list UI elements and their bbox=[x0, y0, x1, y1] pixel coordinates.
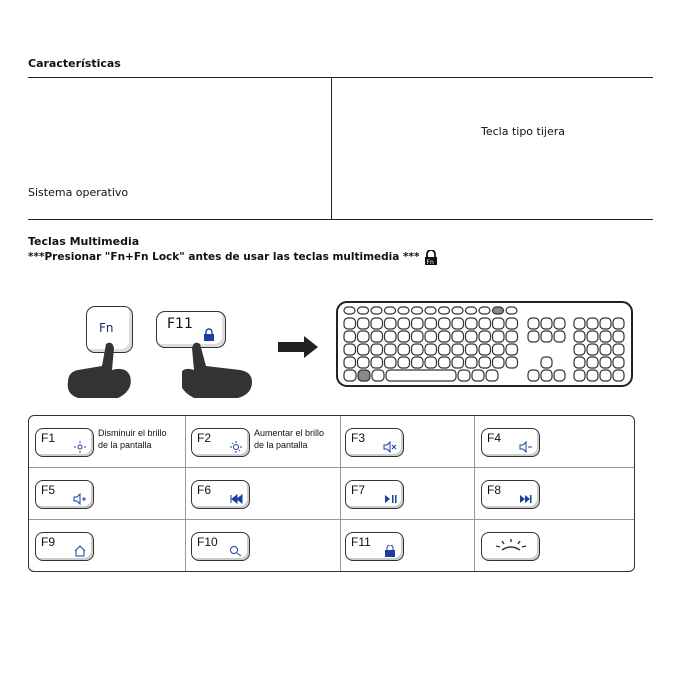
sistema-operativo-text: Sistema operativo bbox=[28, 186, 129, 199]
keyboard-key bbox=[358, 357, 370, 368]
keyboard-key bbox=[358, 344, 370, 355]
keyboard-key bbox=[479, 344, 491, 355]
keyboard-key bbox=[466, 318, 478, 329]
keyboard-key bbox=[358, 331, 370, 342]
key-label: F3 bbox=[351, 431, 366, 445]
keyboard-key bbox=[528, 331, 539, 342]
keyboard-key bbox=[574, 331, 585, 342]
multimedia-keys-grid bbox=[28, 415, 635, 572]
keyboard-key bbox=[600, 331, 611, 342]
key-description: Disminuir el brillo de la pantalla bbox=[98, 428, 167, 450]
search-icon bbox=[229, 545, 243, 557]
fn-lock-icon bbox=[383, 545, 397, 557]
keyboard-key bbox=[506, 344, 518, 355]
arrow-right-icon bbox=[278, 336, 320, 358]
keyboard-key bbox=[613, 318, 624, 329]
key-label: F7 bbox=[351, 483, 366, 497]
keyboard-key bbox=[466, 344, 478, 355]
keyboard-key bbox=[528, 318, 539, 329]
keyboard-key bbox=[412, 318, 424, 329]
keyboard-key bbox=[452, 318, 464, 329]
keyboard-key bbox=[398, 318, 410, 329]
keyboard-key bbox=[412, 331, 424, 342]
keyboard-key bbox=[412, 357, 424, 368]
divider-bottom bbox=[28, 219, 653, 220]
next-track-icon bbox=[519, 493, 533, 505]
f8-key bbox=[481, 480, 540, 509]
keyboard-key bbox=[613, 344, 624, 355]
keyboard-key bbox=[344, 344, 356, 355]
keyboard-key bbox=[541, 318, 552, 329]
keyboard-key bbox=[425, 331, 437, 342]
key-label: F8 bbox=[487, 483, 502, 497]
brightness-down-icon bbox=[73, 441, 87, 453]
keyboard-key bbox=[385, 307, 396, 314]
keyboard-key bbox=[506, 307, 517, 314]
keyboard-key bbox=[493, 357, 505, 368]
f11-key: F11 bbox=[156, 311, 226, 348]
keyboard-key bbox=[506, 357, 518, 368]
keyboard-key bbox=[479, 331, 491, 342]
hand-left-icon bbox=[64, 340, 139, 400]
keyboard-key bbox=[439, 307, 450, 314]
keyboard-key bbox=[458, 370, 470, 381]
f11-key bbox=[345, 532, 404, 561]
keyboard-key bbox=[613, 357, 624, 368]
f3-key bbox=[345, 428, 404, 457]
keyboard-key bbox=[600, 318, 611, 329]
keyboard-key bbox=[613, 370, 624, 381]
keyboard-key bbox=[425, 344, 437, 355]
keyboard-key bbox=[385, 344, 397, 355]
keyboard-key bbox=[412, 344, 424, 355]
keyboard-key bbox=[466, 307, 477, 314]
keyboard-key bbox=[371, 307, 382, 314]
fn-lock-icon bbox=[424, 250, 438, 266]
keyboard-key bbox=[554, 318, 565, 329]
keyboard-key bbox=[439, 357, 451, 368]
keyboard-key bbox=[439, 318, 451, 329]
keyboard-key bbox=[358, 307, 369, 314]
keyboard-key bbox=[358, 370, 370, 381]
keyboard-key bbox=[344, 307, 355, 314]
keyboard-key bbox=[385, 331, 397, 342]
f7-key bbox=[345, 480, 404, 509]
keyboard-key bbox=[472, 370, 484, 381]
keyboard-key bbox=[344, 331, 356, 342]
keyboard-key bbox=[506, 318, 518, 329]
keyboard-key bbox=[466, 331, 478, 342]
keyboard-key bbox=[452, 344, 464, 355]
key-label: F9 bbox=[41, 535, 56, 549]
keyboard-key bbox=[425, 307, 436, 314]
keyboard-key bbox=[506, 331, 518, 342]
f1-key bbox=[35, 428, 94, 457]
keyboard-key bbox=[371, 318, 383, 329]
keyboard-key bbox=[439, 344, 451, 355]
svg-text:Fn: Fn bbox=[426, 259, 434, 266]
key-label: F4 bbox=[487, 431, 502, 445]
keyboard-key bbox=[466, 357, 478, 368]
hand-right-icon bbox=[182, 340, 257, 400]
keyboard-key bbox=[344, 357, 356, 368]
keyboard-key bbox=[452, 331, 464, 342]
section-title-caracteristicas: Características bbox=[28, 57, 121, 70]
key-label: F2 bbox=[197, 431, 212, 445]
keyboard-key bbox=[386, 370, 456, 381]
keyboard-key bbox=[554, 331, 565, 342]
keyboard-key bbox=[479, 307, 490, 314]
home-icon bbox=[73, 545, 87, 557]
key-label: F6 bbox=[197, 483, 212, 497]
section-title-multimedia: Teclas Multimedia bbox=[28, 235, 140, 248]
keyboard-key bbox=[493, 331, 505, 342]
keyboard-key bbox=[613, 331, 624, 342]
key-label: F1 bbox=[41, 431, 56, 445]
keyboard-key bbox=[574, 344, 585, 355]
f4-key bbox=[481, 428, 540, 457]
keyboard-key bbox=[371, 331, 383, 342]
volume-up-icon bbox=[73, 493, 87, 505]
keyboard-key bbox=[385, 318, 397, 329]
keyboard-key bbox=[344, 318, 356, 329]
keyboard-key bbox=[372, 370, 384, 381]
keyboard-key bbox=[574, 318, 585, 329]
keyboard-key bbox=[574, 370, 585, 381]
backlight-icon bbox=[492, 538, 530, 554]
keyboard-key bbox=[358, 318, 370, 329]
keyboard-key bbox=[371, 357, 383, 368]
keyboard-key bbox=[425, 318, 437, 329]
keyboard-key bbox=[600, 344, 611, 355]
keyboard-key bbox=[479, 357, 491, 368]
keyboard-key bbox=[493, 344, 505, 355]
keyboard-key bbox=[371, 344, 383, 355]
divider-top bbox=[28, 77, 653, 78]
keyboard-key bbox=[425, 357, 437, 368]
keyboard-key bbox=[398, 357, 410, 368]
keyboard-key bbox=[541, 357, 552, 368]
key-label: F10 bbox=[197, 535, 218, 549]
f5-key bbox=[35, 480, 94, 509]
f10-key bbox=[191, 532, 250, 561]
keyboard-key bbox=[587, 318, 598, 329]
keyboard-key bbox=[493, 307, 504, 314]
keyboard-key bbox=[398, 344, 410, 355]
keyboard-key bbox=[479, 318, 491, 329]
keyboard-key bbox=[344, 370, 356, 381]
column-divider bbox=[331, 77, 332, 219]
f9-key bbox=[35, 532, 94, 561]
keyboard-key bbox=[452, 357, 464, 368]
fn-key: Fn bbox=[86, 306, 133, 353]
key-description: Aumentar el brillo de la pantalla bbox=[254, 428, 325, 450]
keyboard-key bbox=[398, 307, 409, 314]
keyboard-key bbox=[587, 344, 598, 355]
key-label: F11 bbox=[351, 535, 371, 549]
keyboard-key bbox=[587, 357, 598, 368]
keyboard-key bbox=[452, 307, 463, 314]
keyboard-key bbox=[439, 331, 451, 342]
keyboard-key bbox=[541, 331, 552, 342]
keyboard-key bbox=[587, 331, 598, 342]
keyboard-key bbox=[541, 370, 552, 381]
volume-down-icon bbox=[519, 441, 533, 453]
play-pause-icon bbox=[383, 493, 397, 505]
fn-lock-warning: ***Presionar "Fn+Fn Lock" antes de usar las teclas multimedia *** bbox=[28, 251, 420, 263]
keyboard-key bbox=[486, 370, 498, 381]
keyboard-key bbox=[600, 370, 611, 381]
keyboard-key bbox=[412, 307, 423, 314]
f2-key bbox=[191, 428, 250, 457]
keyboard-key bbox=[554, 370, 565, 381]
keyboard-key bbox=[574, 357, 585, 368]
brightness-up-icon bbox=[229, 441, 243, 453]
tecla-tipo-text: Tecla tipo tijera bbox=[481, 125, 565, 138]
mute-icon bbox=[383, 441, 397, 453]
previous-track-icon bbox=[229, 493, 243, 505]
keyboard-key bbox=[528, 370, 539, 381]
keyboard-key bbox=[587, 370, 598, 381]
keyboard-key bbox=[493, 318, 505, 329]
keyboard-key bbox=[600, 357, 611, 368]
keyboard-key bbox=[385, 357, 397, 368]
key-label: F5 bbox=[41, 483, 56, 497]
keyboard-key bbox=[398, 331, 410, 342]
backlight-key bbox=[481, 532, 540, 561]
keyboard-illustration bbox=[336, 301, 633, 387]
f6-key bbox=[191, 480, 250, 509]
